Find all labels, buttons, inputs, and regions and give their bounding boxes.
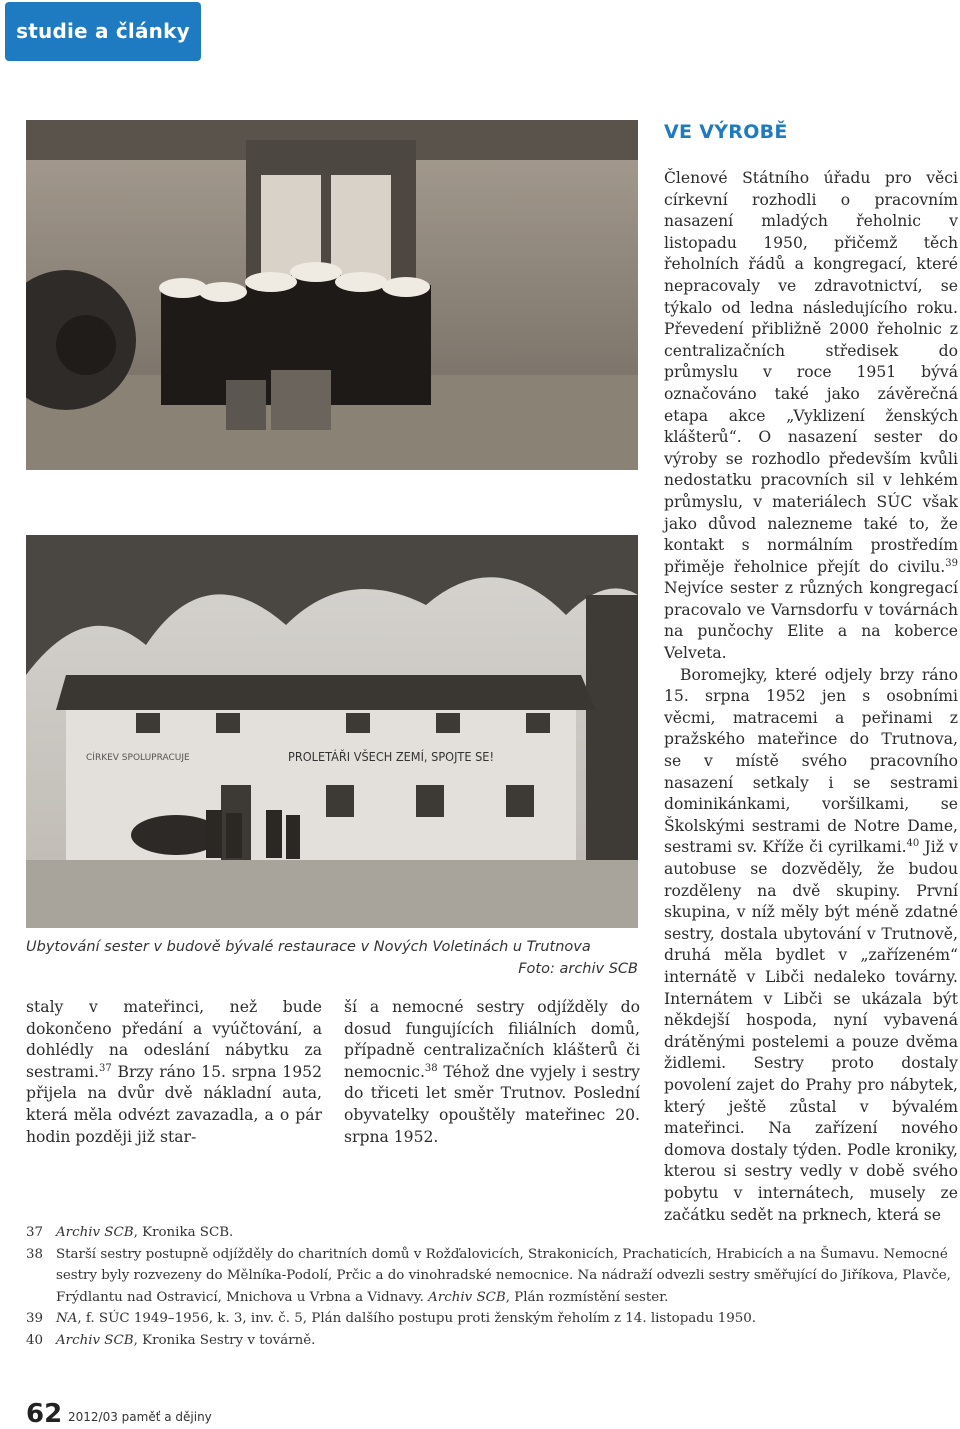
footnote-number: 38 [26, 1246, 44, 1262]
footnote-text: , Plán rozmístění sester. [505, 1289, 669, 1305]
body-text: staly v mateřinci, než bude dokončeno předání a vyúčtování, a dohlédly na odeslání nábytku za sestrami. [26, 998, 322, 1081]
photo-nuns-group [26, 120, 638, 470]
footnotes [26, 1222, 960, 1351]
footnote-ref: 40 [906, 838, 920, 850]
footnote-source: Archiv SCB [428, 1289, 506, 1305]
journal-issue: 2012/03 paměť a dějiny [68, 1410, 212, 1424]
body-text: ší a nemocné sestry odjížděly do dosud fungujících filiálních domů, případně centralizačních klášterů či nemocnic. [344, 998, 640, 1081]
svg-text:CÍRKEV SPOLUPRACUJE: CÍRKEV SPOLUPRACUJE [86, 753, 190, 763]
footnote-number: 40 [26, 1332, 44, 1348]
section-heading: VE VÝROBĚ [664, 121, 788, 143]
caption-text: Ubytování sester v budově bývalé restaurace v Nových Voletinách u Trutnova [26, 939, 591, 955]
footnote-number: 37 [26, 1225, 44, 1240]
photo-restaurant-building [26, 535, 638, 928]
body-text: Téhož dne vyjely i sestry do třiceti let směr Trutnov. Poslední obyvatelky opouštěly mateřinec 20. srpna 1952. [344, 1062, 640, 1146]
photo-nuns-illustration [26, 120, 638, 470]
footnote-ref: 39 [945, 557, 958, 569]
text-column-right [664, 168, 958, 1226]
photo-building-illustration [26, 535, 638, 928]
photo-banner-text: PROLETÁŘI VŠECH ZEMÍ, SPOJTE SE! [288, 750, 507, 764]
footnote [26, 1244, 960, 1309]
body-text: Brzy ráno 15. srpna 1952 přijela na dvůr dvě nákladní auta, která měla odvézt zavazadla, a o pár hodin později již star- [26, 1062, 322, 1146]
caption-credit: Foto: archiv SCB [518, 961, 638, 977]
footnote-number: 39 [26, 1311, 44, 1326]
text-column-left [26, 997, 322, 1148]
footnote [26, 1308, 960, 1330]
body-text: Nejvíce sester z různých kongregací pracovalo ve Varnsdorfu v továrnách na punčochy Elite a na koberce Velveta. [664, 579, 958, 663]
footnote-ref: 37 [98, 1062, 112, 1074]
body-text: Již v autobuse se dozvěděly, že budou rozděleny na dvě skupiny. První skupina, v níž měly být méně zdatné sestry, dostala ubytování v Trutnově, druhá měla bydlet v „zařízeném“ internátě v Libči nedaleko továrny. Internátem v Libči se ukázala být někdejší hospoda, nyní vybavená drátěnými postelemi a pouze dvěma židlemi. Sestry proto dostaly povolení zajet do Prahy pro nábytek, který ještě zůstal v bývalém mateřinci. Na zařízení nového domova dostaly týden. Podle kroniky, kterou si sestry vedly v době svého pobytu v internátech, musely ze začátku sedět na prknech, která se [664, 838, 958, 1224]
page-number: 62 [26, 1399, 63, 1429]
text-column-middle [344, 997, 640, 1148]
photo-caption [26, 936, 638, 980]
footnote-text: , Kronika SCB. [133, 1225, 234, 1240]
footnote-source: NA [56, 1311, 78, 1326]
footnote-ref: 38 [424, 1062, 438, 1074]
footnote-source: Archiv SCB [56, 1225, 134, 1240]
body-text: Členové Státního úřadu pro věci církevní rozhodli o pracovním nasazení mladých řeholnic v listopadu 1950, přičemž těch řeholních řádů a kongregací, které nepracovaly ve zdravotnictví, se týkalo od ledna následujícího roku. Převedení přibližně 2000 řeholnic z centralizačních středisek do průmyslu v roce 1951 bývá označováno také jako závěrečná etapa akce „Vyklizení ženských klášterů“. O nasazení sester do výroby se rozhodlo především kvůli nedostatku pracovních sil v lehkém průmyslu, v materiálech SÚC však jako důvod nalezneme také to, že kontakt s normálním prostředím přiměje řeholnice přejít do civilu. [664, 169, 958, 576]
section-label: studie a články [5, 2, 201, 61]
footnote-source: Archiv SCB [56, 1332, 134, 1348]
body-text: Boromejky, které odjely brzy ráno 15. srpna 1952 jen s osobními věcmi, matracemi a peřinami z pražského mateřince do Trutnova, se v místě svého pracovního nasazení setkaly i se sestrami dominikánkami, voršilkami, se Školskými sestrami de Notre Dame, sestrami sv. Kříže či cyrilkami. [664, 665, 958, 857]
footnote [26, 1330, 960, 1352]
footnote-text: , Kronika Sestry v továrně. [133, 1332, 316, 1348]
footnote-text: , f. SÚC 1949–1956, k. 3, inv. č. 5, Plán dalšího postupu proti ženským řeholím z 14. listopadu 1950. [77, 1311, 757, 1326]
footnote-text: Starší sestry postupně odjížděly do charitních domů v Rožďalovicích, Strakonicích, Prachaticích, Hrabicích a na Šumavu. Nemocné sestry byly rozvezeny do Mělníka-Podolí, Prčic a do vinohradské nemocnice. Na nádraží odvezli sestry směřující do Jiříkova, Plavče, Frýdlantu nad Ostravicí, Mnichova u Vrbna a Vidnavy. [56, 1246, 951, 1305]
footnote [26, 1222, 960, 1244]
